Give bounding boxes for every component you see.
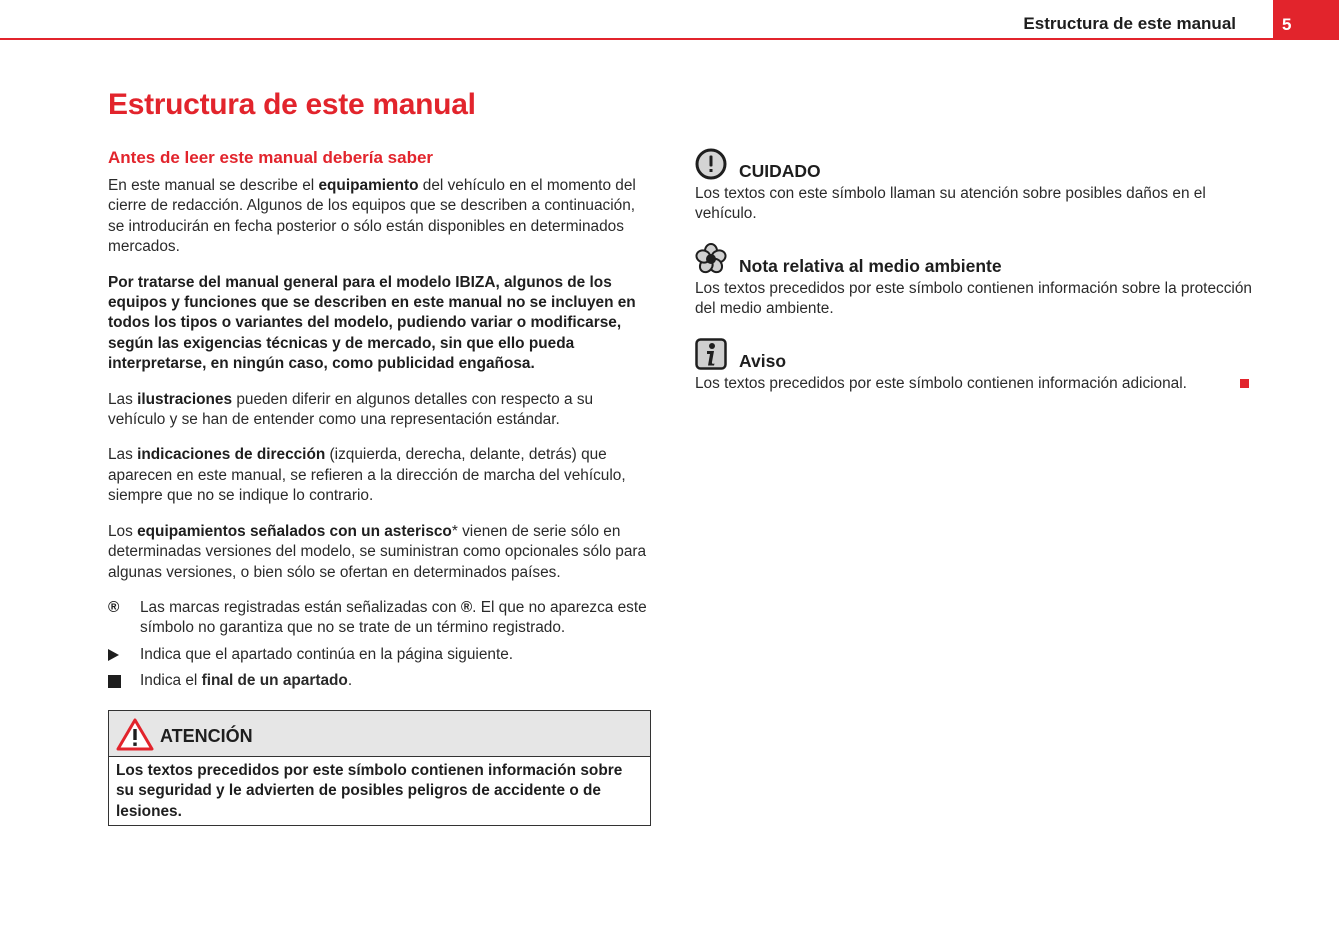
bold-term: equipamiento xyxy=(318,177,419,194)
text: * vienen de serie sólo en determinadas versiones del modelo, se suministran como opcionales sólo para algunas versiones, o bien sólo se ofertan en determinados países. xyxy=(108,522,647,581)
header-divider xyxy=(0,38,1339,40)
note-aviso xyxy=(695,336,1255,394)
warning-title: ATENCIÓN xyxy=(160,726,253,746)
warning-box xyxy=(108,710,651,826)
page-title: Estructura de este manual xyxy=(108,88,476,121)
warning-text: Los textos precedidos por este símbolo contienen información sobre su seguridad y le advierten de posibles peligros de accidente o de lesiones. xyxy=(116,762,623,820)
text: Los xyxy=(108,522,138,540)
page-number-tab xyxy=(1273,0,1339,40)
paragraph-equipment xyxy=(108,176,653,258)
paragraph-asterisk xyxy=(108,522,653,583)
text: del vehículo en el momento del cierre de redacción. Algunos de los equipos que se describen a continuación, se introducirán en fecha posterior o sólo están disponibles en determinados mercados. xyxy=(108,177,636,256)
section-end-icon xyxy=(1240,379,1249,388)
right-column xyxy=(695,146,1255,410)
section-subheading: Antes de leer este manual debería saber xyxy=(108,148,434,167)
flower-icon xyxy=(695,243,727,275)
note-title: Nota relativa al medio ambiente xyxy=(739,255,1002,276)
text: (izquierda, derecha, delante, detrás) que aparecen en este manual, se refieren a la dirección de marcha del vehículo, siempre que no se indique lo contrario. xyxy=(108,446,626,505)
legend-item-continues xyxy=(108,645,653,665)
text: Indica el xyxy=(140,672,202,690)
warning-triangle-icon xyxy=(116,718,154,751)
note-text xyxy=(695,374,1255,394)
legend-item-end xyxy=(108,671,653,691)
note-environment xyxy=(695,241,1255,320)
text: pueden diferir en algunos detalles con respecto a su vehículo y se han de entender como una representación estándar. xyxy=(108,390,594,429)
note-title: CUIDADO xyxy=(739,161,821,181)
text: Las xyxy=(108,390,138,408)
bold-term: final de un apartado xyxy=(201,672,348,690)
paragraph-disclaimer: Por tratarse del manual general para el modelo IBIZA, algunos de los equipos y funciones que se describen en este manual no se incluyen en todos los tipos o variantes del modelo, pudiendo variar o modificarse, según las exigencias técnicas y de mercado, sin que ello pueda interpretarse, en ningún caso, como publicidad engañosa. xyxy=(108,273,636,373)
info-icon xyxy=(695,338,727,370)
page-header xyxy=(0,0,1339,41)
square-icon xyxy=(108,671,126,694)
triangle-right-icon xyxy=(108,645,126,667)
running-title: Estructura de este manual xyxy=(1023,14,1236,33)
text: Las marcas registradas están señalizadas con xyxy=(140,598,461,616)
text: Indica que el apartado continúa en la página siguiente. xyxy=(140,645,514,663)
note-text: Los textos con este símbolo llaman su atención sobre posibles daños en el vehículo. xyxy=(695,185,1206,223)
note-text-content: Los textos precedidos por este símbolo contienen información adicional. xyxy=(695,374,1187,392)
bold-term: ilustraciones xyxy=(137,390,233,408)
text: . xyxy=(347,672,353,690)
bold-term: indicaciones de dirección xyxy=(137,446,326,464)
text: En este manual se describe el xyxy=(108,177,319,194)
text: . El que no aparezca este símbolo no garantiza que no se trate de un término registrado. xyxy=(140,598,647,637)
paragraph-directions xyxy=(108,445,653,506)
page-number: 5 xyxy=(1282,15,1292,34)
bold-term: ® xyxy=(460,598,473,616)
warning-header xyxy=(109,711,650,757)
text: Las xyxy=(108,446,138,464)
legend-item-registered xyxy=(108,598,653,639)
note-text: Los textos precedidos por este símbolo contienen información sobre la protección del medio ambiente. xyxy=(695,279,1252,318)
note-cuidado xyxy=(695,146,1255,225)
left-column xyxy=(108,148,653,698)
registered-icon: ® xyxy=(108,598,120,616)
symbol-legend xyxy=(108,598,653,692)
paragraph-illustrations xyxy=(108,390,653,431)
note-title: Aviso xyxy=(739,350,787,371)
bold-term: equipamientos señalados con un asterisco xyxy=(137,522,452,540)
exclamation-circle-icon xyxy=(695,148,727,180)
